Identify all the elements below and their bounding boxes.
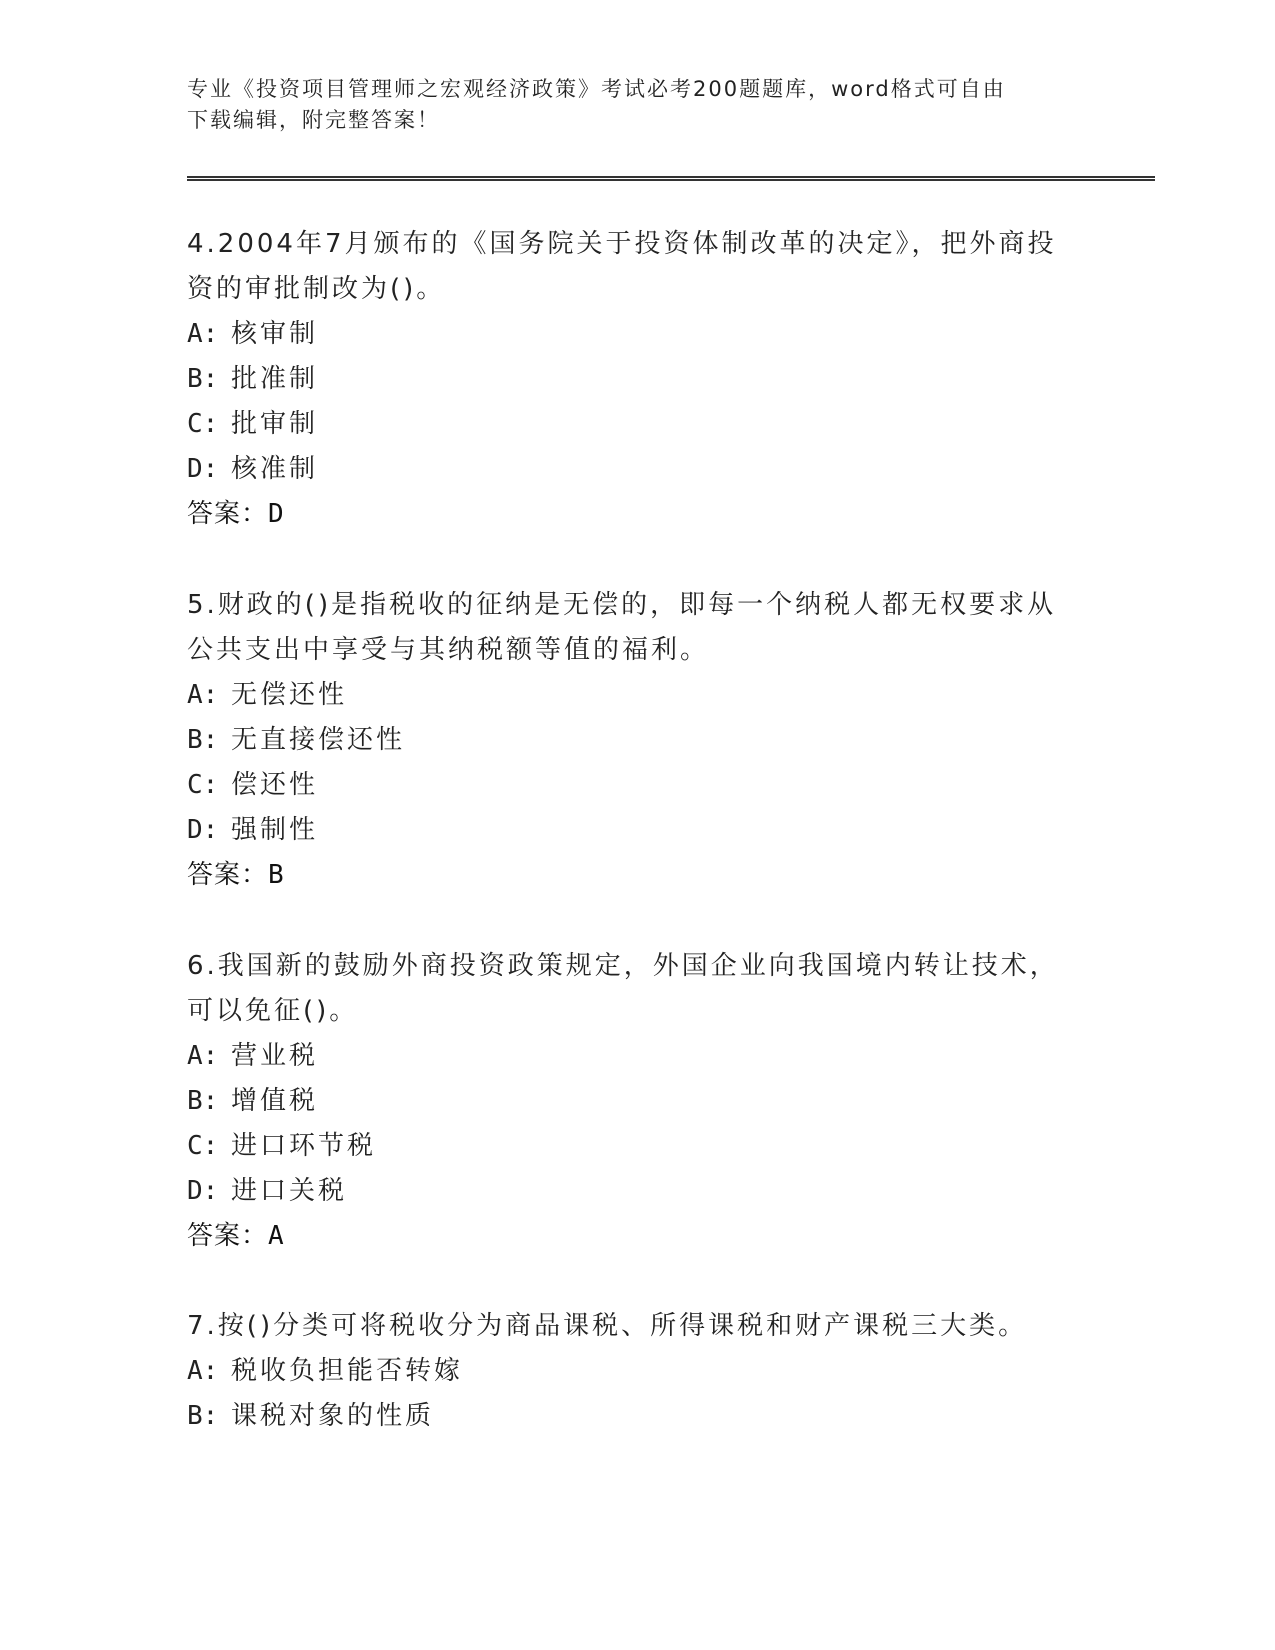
option-text: 无偿还性 <box>231 680 348 710</box>
option-key: A: <box>187 319 219 349</box>
option-text: 进口关税 <box>231 1176 348 1206</box>
header-line-2: 下载编辑，附完整答案！ <box>187 108 440 132</box>
option-text: 进口环节税 <box>231 1131 377 1161</box>
question-stem-line-2: 公共支出中享受与其纳税额等值的福利。 <box>187 635 710 665</box>
option-key: D: <box>187 815 219 845</box>
option-key: A: <box>187 1041 219 1071</box>
option-text: 批审制 <box>231 409 319 439</box>
option-key: C: <box>187 409 219 439</box>
option-text: 核准制 <box>231 454 319 484</box>
question-stem-line-1: 4.2004年7月颁布的《国务院关于投资体制改革的决定》，把外商投 <box>187 229 1057 259</box>
option-text: 课税对象的性质 <box>231 1401 435 1431</box>
answer-value: B <box>268 860 285 890</box>
question-stem-line-2: 资的审批制改为()。 <box>187 274 446 304</box>
answer-value: D <box>268 499 285 529</box>
option-text: 营业税 <box>231 1041 319 1071</box>
option-c <box>187 402 1087 447</box>
option-text: 税收负担能否转嫁 <box>231 1356 464 1386</box>
answer-value: A <box>268 1221 285 1251</box>
option-b <box>187 1079 1087 1124</box>
option-b <box>187 1394 1087 1439</box>
answer-line <box>187 1214 1087 1259</box>
option-key: B: <box>187 725 219 755</box>
option-b <box>187 357 1087 402</box>
question-stem-line-1: 5.财政的()是指税收的征纳是无偿的，即每一个纳税人都无权要求从 <box>187 590 1057 620</box>
header-line-1: 专业《投资项目管理师之宏观经济政策》考试必考200题题库，word格式可自由 <box>187 77 1006 101</box>
option-c <box>187 763 1087 808</box>
question-6 <box>187 944 1087 1259</box>
option-text: 无直接偿还性 <box>231 725 406 755</box>
option-key: A: <box>187 680 219 710</box>
answer-label: 答案： <box>187 1221 269 1251</box>
option-key: B: <box>187 1086 219 1116</box>
answer-label: 答案： <box>187 499 269 529</box>
option-d <box>187 808 1087 853</box>
answer-line <box>187 492 1087 537</box>
option-c <box>187 1124 1087 1169</box>
header-divider <box>187 176 1155 181</box>
option-key: C: <box>187 770 219 800</box>
option-b <box>187 718 1087 763</box>
option-key: B: <box>187 364 219 394</box>
option-d <box>187 1169 1087 1214</box>
document-header <box>187 74 1067 136</box>
question-7 <box>187 1304 1087 1439</box>
option-key: C: <box>187 1131 219 1161</box>
question-4 <box>187 222 1087 537</box>
question-stem-line-1: 6.我国新的鼓励外商投资政策规定，外国企业向我国境内转让技术， <box>187 951 1059 981</box>
option-key: A: <box>187 1356 219 1386</box>
option-text: 强制性 <box>231 815 319 845</box>
option-a <box>187 1034 1087 1079</box>
option-key: D: <box>187 454 219 484</box>
answer-label: 答案： <box>187 860 269 890</box>
option-text: 批准制 <box>231 364 319 394</box>
question-5 <box>187 583 1087 898</box>
option-a <box>187 673 1087 718</box>
option-a <box>187 312 1087 357</box>
option-d <box>187 447 1087 492</box>
answer-line <box>187 853 1087 898</box>
question-stem-line-1: 7.按()分类可将税收分为商品课税、所得课税和财产课税三大类。 <box>187 1311 1028 1341</box>
option-text: 核审制 <box>231 319 319 349</box>
question-stem-line-2: 可以免征()。 <box>187 996 359 1026</box>
option-text: 偿还性 <box>231 770 319 800</box>
option-text: 增值税 <box>231 1086 319 1116</box>
option-a <box>187 1349 1087 1394</box>
option-key: B: <box>187 1401 219 1431</box>
option-key: D: <box>187 1176 219 1206</box>
